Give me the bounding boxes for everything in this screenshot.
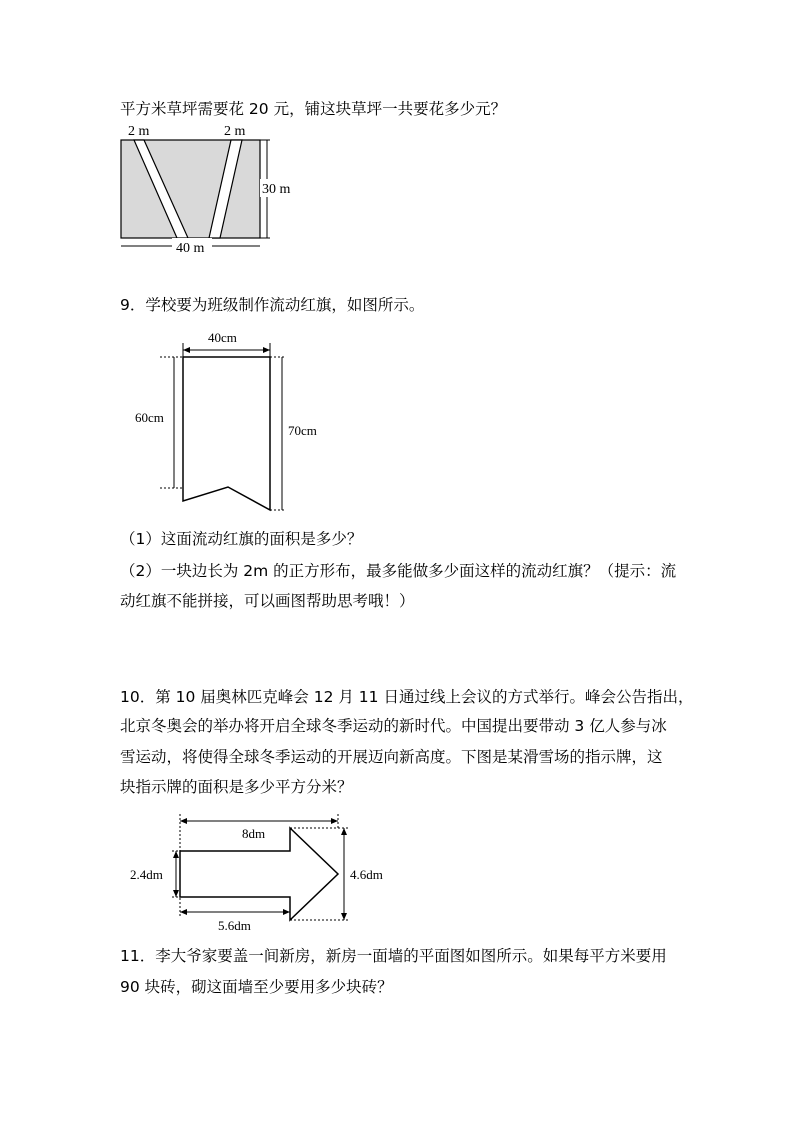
label-flag-width: 40cm xyxy=(208,330,237,345)
label-top-left: 2 m xyxy=(128,124,150,139)
label-flag-right: 70cm xyxy=(288,423,317,438)
flag-figure xyxy=(130,325,350,515)
label-body-width: 5.6dm xyxy=(218,918,251,933)
label-width: 40 m xyxy=(176,241,205,256)
q9-sub2-line1: （2）一块边长为 2m 的正方形布，最多能做多少面这样的流动红旗？（提示：流 xyxy=(120,562,677,580)
arrow-shape xyxy=(180,828,338,920)
lawn-figure xyxy=(110,118,310,258)
label-height: 30 m xyxy=(262,182,291,197)
q10-line4: 块指示牌的面积是多少平方分米？ xyxy=(120,778,353,796)
label-total-length: 8dm xyxy=(242,826,266,841)
intro-line: 平方米草坪需要花 20 元，铺这块草坪一共要花多少元？ xyxy=(120,100,507,118)
label-flag-left: 60cm xyxy=(135,410,164,425)
arrow-sign-figure xyxy=(120,808,410,938)
q10-line1: 10．第 10 届奥林匹克峰会 12 月 11 日通过线上会议的方式举行。峰会公告指出， xyxy=(120,688,694,706)
label-body-height: 2.4dm xyxy=(130,867,163,882)
q10-line2: 北京冬奥会的举办将开启全球冬季运动的新时代。中国提出要带动 3 亿人参与冰 xyxy=(120,717,667,735)
label-top-right: 2 m xyxy=(224,124,246,139)
q11-line1: 11．李大爷家要盖一间新房，新房一面墙的平面图如图所示。如果每平方米要用 xyxy=(120,947,667,965)
q9-text: 9．学校要为班级制作流动红旗，如图所示。 xyxy=(120,296,425,314)
q9-sub2-line2: 动红旗不能拼接，可以画图帮助思考哦！） xyxy=(120,592,415,610)
q9-sub1: （1）这面流动红旗的面积是多少？ xyxy=(120,530,363,548)
q11-line2: 90 块砖，砌这面墙至少要用多少块砖？ xyxy=(120,978,393,996)
label-head-height: 4.6dm xyxy=(350,867,383,882)
flag-shape xyxy=(183,357,270,510)
q10-line3: 雪运动，将使得全球冬季运动的开展迈向新高度。下图是某滑雪场的指示牌，这 xyxy=(120,748,663,766)
